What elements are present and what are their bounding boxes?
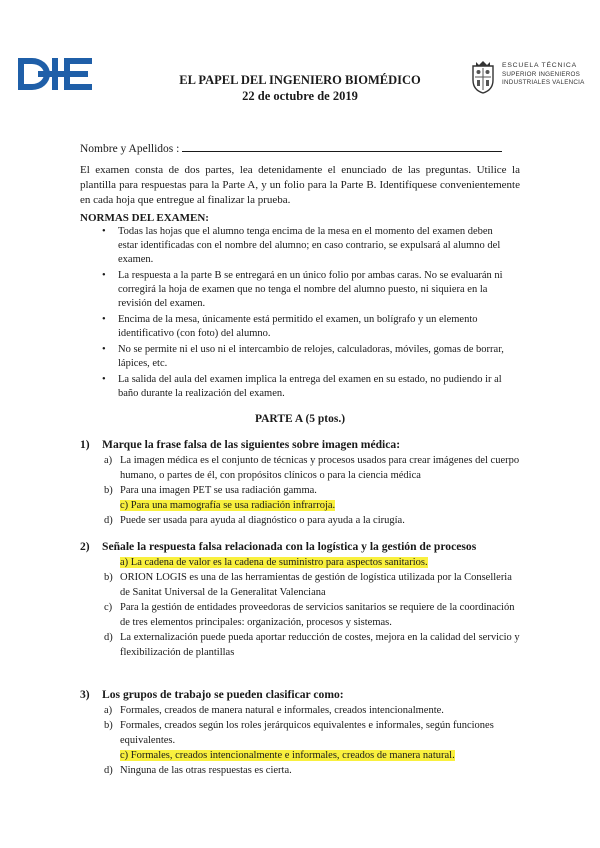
option-highlight (120, 500, 335, 511)
option-item (104, 718, 520, 748)
die-logo-mark (18, 58, 92, 90)
question-title (80, 438, 520, 451)
option-text: Puede ser usada para ayuda al diagnóstico o para ayuda a la cirugía. (120, 515, 405, 526)
question-3 (80, 688, 520, 778)
option-text: Formales, creados según los roles jerárquicos equivalentes e informales, según funciones equivalentes. (120, 720, 494, 746)
option-letter: a) (104, 455, 113, 466)
name-field (80, 141, 502, 155)
option-letter: b) (104, 720, 113, 731)
option-item (104, 498, 520, 513)
option-item (104, 513, 520, 528)
option-text: Ninguna de las otras respuestas es cierta. (120, 765, 292, 776)
option-letter: b) (104, 572, 113, 583)
option-text: Para una mamografía se usa radiación infrarroja. (130, 500, 336, 511)
option-letter: c) (120, 750, 129, 761)
rule-item: • Todas las hojas que el alumno tenga encima de la mesa en el momento del examen deben estar identificadas con el nombre del alumno; en caso contrario, se expulsará al alumno del examen. (118, 225, 508, 267)
question-text: Señale la respuesta falsa relacionada con la logística y la gestión de procesos (102, 540, 477, 553)
option-item (104, 555, 520, 570)
school-line: INDUSTRIALES VALENCIA (502, 79, 585, 86)
option-item (104, 630, 520, 660)
question-number: 2) (80, 540, 90, 553)
option-highlight (120, 557, 428, 568)
option-letter: a) (120, 557, 129, 568)
name-blank-line (182, 141, 502, 152)
option-item (104, 600, 520, 630)
option-text: Formales, creados de manera natural e informales, creados intencionalmente. (120, 705, 444, 716)
rules-title: NORMAS DEL EXAMEN: (80, 212, 209, 224)
question-number: 1) (80, 438, 90, 451)
question-1 (80, 438, 520, 528)
rule-item: • Encima de la mesa, únicamente está permitido el examen, un bolígrafo y un elemento identificativo (con foto) del alumno. (118, 313, 508, 341)
school-line: SUPERIOR INGENIEROS (502, 70, 580, 78)
question-2 (80, 540, 520, 660)
school-crest-icon (468, 60, 498, 94)
intro-paragraph: El examen consta de dos partes, lea detenidamente el enunciado de las preguntas. Utilice la plantilla para respuestas para la Parte A, y un folio para la Parte B. Identifíquese convenientemente en cada hoja que entregue al finalizar la prueba. (80, 164, 520, 206)
option-list (104, 453, 520, 528)
option-item (104, 703, 520, 718)
option-item (104, 483, 520, 498)
die-logo (18, 54, 96, 94)
option-letter: b) (104, 485, 113, 496)
rules-list (118, 225, 508, 403)
exam-date: 22 de octubre de 2019 (242, 89, 358, 103)
option-letter: a) (104, 705, 113, 716)
option-text: La imagen médica es el conjunto de técnicas y procesos usados para crear imágenes del cuerpo humano, o partes de él, con propósitos clínicos o para la ciencia médica (120, 455, 520, 481)
option-item (104, 453, 520, 483)
question-title (80, 540, 520, 553)
exam-title (150, 72, 450, 104)
option-item (104, 570, 520, 600)
rule-item: • La salida del aula del examen implica la entrega del examen en su estado, no pudiendo ir al baño durante la realización del examen. (118, 373, 508, 401)
option-text: Para una imagen PET se usa radiación gamma. (120, 485, 317, 496)
question-number: 3) (80, 688, 90, 701)
school-name (502, 62, 594, 88)
question-title (80, 688, 520, 701)
question-text: Los grupos de trabajo se pueden clasificar como: (102, 688, 344, 701)
option-item (104, 763, 520, 778)
option-text: Para la gestión de entidades proveedoras de servicios sanitarios se requiere de la coordinación de tres elementos principales: organización, procesos y sistemas. (120, 602, 515, 628)
rule-item: • No se permite ni el uso ni el intercambio de relojes, calculadoras, móviles, gomas de borrar, lápices, etc. (118, 343, 508, 371)
option-list (104, 703, 520, 778)
rule-item: • La respuesta a la parte B se entregará en un único folio por ambas caras. No se evaluarán ni corregirá la hoja de examen que no tenga el nombre del alumno puesto, ni siquiera en la revisión del examen. (118, 269, 508, 311)
part-a-title: PARTE A (5 ptos.) (254, 413, 346, 425)
die-logo-text: DIE (18, 54, 20, 55)
school-line: ESCUELA TÉCNICA (502, 62, 577, 69)
question-text: Marque la frase falsa de las siguientes sobre imagen médica: (102, 438, 401, 451)
option-text: ORION LOGIS es una de las herramientas de gestión de logística utilizada por la Conselleria de Sanitat Universal de la Generalitat Valenciana (120, 572, 512, 598)
option-letter: d) (104, 765, 113, 776)
exam-title-line1: EL PAPEL DEL INGENIERO BIOMÉDICO (179, 73, 421, 87)
option-text: La externalización puede pueda aportar reducción de costes, mejora en la calidad del servicio y flexibilización de plantillas (120, 632, 520, 658)
option-text: La cadena de valor es la cadena de suministro para aspectos sanitarios. (130, 557, 428, 568)
option-letter: c) (104, 602, 113, 613)
option-letter: c) (120, 500, 129, 511)
option-text: Formales, creados intencionalmente e informales, creados de manera natural. (130, 750, 455, 761)
option-letter: d) (104, 515, 113, 526)
option-letter: d) (104, 632, 113, 643)
name-label: Nombre y Apellidos : (80, 143, 180, 155)
option-highlight (120, 750, 455, 761)
option-list (104, 555, 520, 660)
option-item (104, 748, 520, 763)
